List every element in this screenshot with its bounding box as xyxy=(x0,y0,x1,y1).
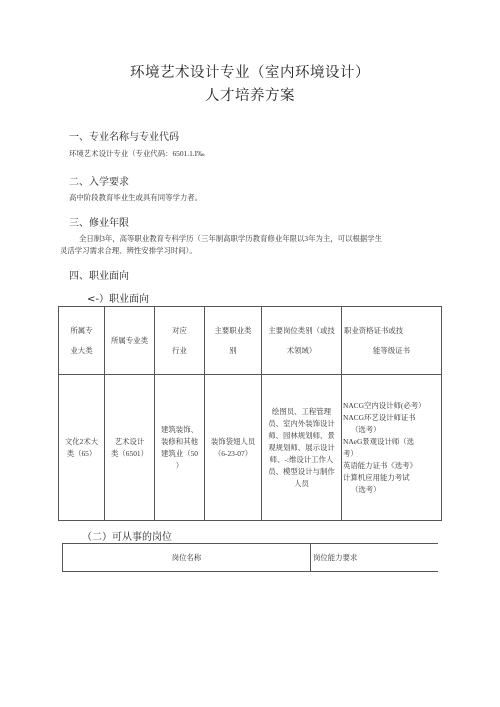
cell-industry: 建筑装饰、 装修和其他 建筑业（50 ） xyxy=(155,375,205,521)
subsection-heading-1: <-）职业面向 xyxy=(87,294,149,305)
occupation-table-header-row xyxy=(59,307,442,375)
section-heading-4: 四、职业面向 xyxy=(69,271,129,282)
section-text-2: 高中阶段教育毕业生或具有同等学力者。 xyxy=(69,193,203,202)
header-position-category: 主要岗位类别（或技 术领域） xyxy=(262,307,342,375)
header-occupation-type: 主要职业类 别 xyxy=(205,307,262,375)
section-text-3-line2: 灵活学习需求合理、辨性安排学习时间）。 xyxy=(60,246,197,255)
document-title-line2: 人才培养方案 xyxy=(205,88,295,104)
header-certificates: 职业资格证书或技 能等级证书 xyxy=(342,307,442,375)
header-major-category: 所属专 业大类 xyxy=(59,307,105,375)
positions-table xyxy=(62,543,438,572)
section-heading-3: 三、修业年限 xyxy=(69,218,129,229)
cell-position-category: 绘图员、工程管理 员、室内外装饰设计 师、园林规划师、景 观规划师、展示设计 师、-:维设计工作人 员、模型设计与制作 人员 xyxy=(262,375,342,521)
cell-major-class: 艺术设计 类（6501） xyxy=(105,375,155,521)
cell-certificates: NACG空内设计师(必考） NACG环艺设计师证书 （选考） NAeG景观设计师（选 考） 英语能力证书《选考》 计算机应用能力考试 （选考） xyxy=(342,375,442,521)
section-text-1: 环境艺术设计专业（专业代码：6501.1.I‰ xyxy=(69,149,205,158)
positions-table-header-row xyxy=(63,544,439,572)
occupation-table-data-row xyxy=(59,375,442,521)
section-text-3-line1: 全日制3年，高等职业教育专科学历（三年制高职学历教育修业年限以3年为主，可以根据学生 xyxy=(79,234,383,243)
subsection-heading-2: （二）可从事的岗位 xyxy=(82,532,172,543)
document-title-line1: 环境艺术设计专业（室内环境设计） xyxy=(130,65,370,81)
header-position-requirements: 岗位能力要求 xyxy=(311,544,439,572)
header-industry: 对应 行业 xyxy=(155,307,205,375)
cell-occupation-type: 装饰袋翅人员 （6-23-07） xyxy=(205,375,262,521)
cell-major-category: 文化2术大 类（65） xyxy=(59,375,105,521)
occupation-table xyxy=(58,306,442,521)
section-heading-1: 一、专业名称与专业代码 xyxy=(69,132,179,143)
section-heading-2: 二、入学要求 xyxy=(69,177,129,188)
header-position-name: 岗位名称 xyxy=(63,544,311,572)
header-major-class: 所属专业类 xyxy=(105,307,155,375)
positions-table-wrapper xyxy=(62,543,438,707)
